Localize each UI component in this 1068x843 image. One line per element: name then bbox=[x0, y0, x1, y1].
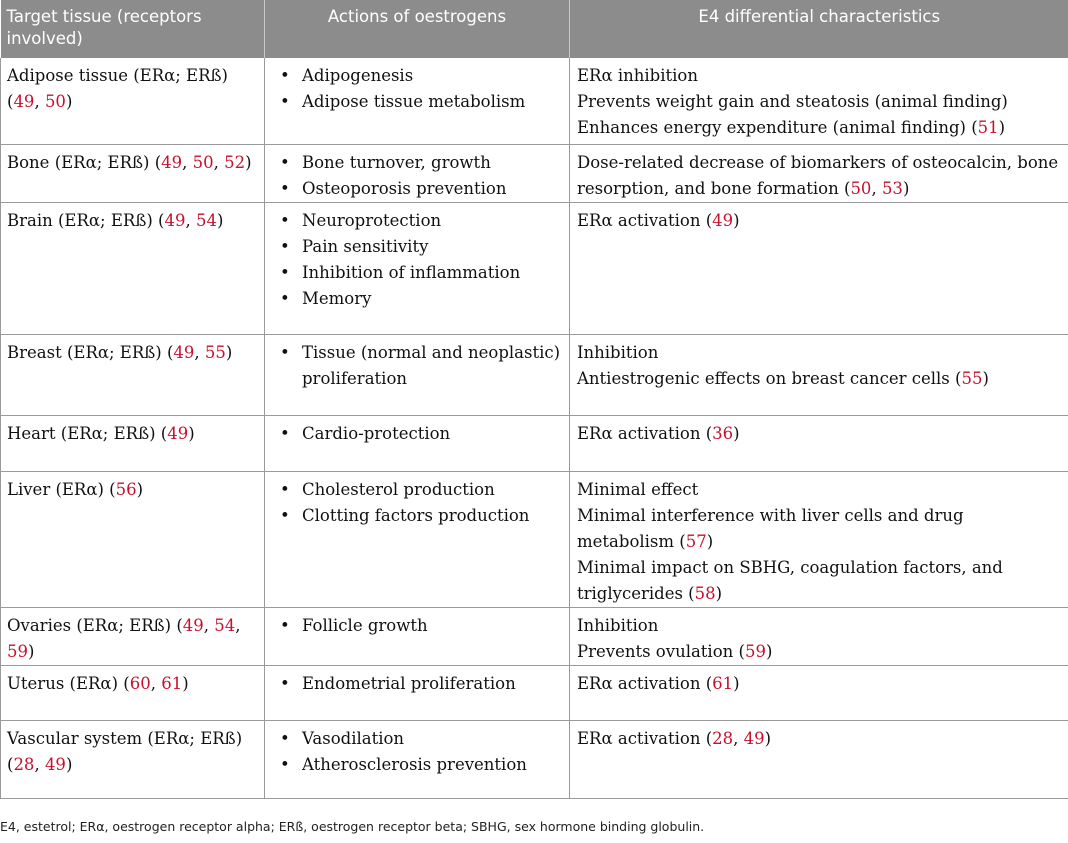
e4-line bbox=[577, 671, 1061, 697]
header-e4-characteristics: E4 differential characteristics bbox=[570, 0, 1068, 58]
tissue-text: , bbox=[182, 152, 193, 172]
list-item: • Cholesterol production bbox=[302, 477, 562, 503]
reference-link[interactable]: 49 bbox=[161, 152, 183, 172]
actions-cell bbox=[265, 415, 570, 471]
table-row bbox=[1, 202, 1068, 334]
reference-link[interactable]: 50 bbox=[850, 178, 872, 198]
reference-link[interactable]: 50 bbox=[44, 92, 66, 111]
reference-link[interactable]: 49 bbox=[44, 754, 66, 774]
e4-text: ERα activation ( bbox=[577, 673, 713, 693]
e4-line bbox=[577, 115, 1061, 141]
tissue-text: ) bbox=[188, 423, 195, 443]
tissue-text: Vascular system (ERα; ERß) ( bbox=[7, 728, 243, 774]
list-item: • Follicle growth bbox=[302, 613, 562, 639]
e4-line bbox=[577, 639, 1061, 665]
tissue-cell bbox=[1, 415, 265, 471]
e4-text: Inhibition bbox=[577, 342, 659, 362]
e4-cell bbox=[570, 607, 1068, 665]
actions-list bbox=[272, 421, 562, 447]
reference-link[interactable]: 49 bbox=[173, 342, 195, 362]
table-row bbox=[1, 665, 1068, 720]
actions-cell bbox=[265, 607, 570, 665]
reference-link[interactable]: 49 bbox=[164, 210, 186, 230]
reference-link[interactable]: 28 bbox=[13, 754, 35, 774]
tissue-text: ) bbox=[225, 342, 233, 362]
e4-cell bbox=[570, 665, 1068, 720]
e4-cell bbox=[570, 720, 1068, 798]
reference-link[interactable]: 60 bbox=[129, 673, 151, 693]
tissue-cell bbox=[1, 202, 265, 334]
e4-text: Minimal effect bbox=[577, 479, 699, 499]
e4-line bbox=[577, 89, 1061, 115]
reference-link[interactable]: 28 bbox=[712, 728, 734, 748]
e4-text: ) bbox=[764, 728, 772, 748]
tissue-text: Liver (ERα) ( bbox=[7, 479, 116, 499]
tissue-cell bbox=[1, 471, 265, 607]
tissue-text: ) bbox=[28, 641, 35, 661]
reference-link[interactable]: 49 bbox=[167, 423, 189, 443]
e4-line bbox=[577, 366, 1061, 392]
list-item: • Clotting factors production bbox=[302, 503, 562, 529]
e4-line bbox=[577, 503, 1061, 555]
tissue-text: , bbox=[34, 754, 45, 774]
table-body bbox=[1, 58, 1068, 798]
reference-link[interactable]: 52 bbox=[224, 152, 246, 172]
e4-line bbox=[577, 208, 1061, 234]
tissue-cell bbox=[1, 720, 265, 798]
actions-cell bbox=[265, 720, 570, 798]
reference-link[interactable]: 50 bbox=[192, 152, 214, 172]
reference-link[interactable]: 55 bbox=[961, 368, 983, 388]
e4-line bbox=[577, 726, 1061, 752]
tissue-text: ) bbox=[65, 754, 73, 774]
tissue-text: Brain (ERα; ERß) ( bbox=[7, 210, 165, 230]
e4-text: ) bbox=[733, 423, 740, 443]
list-item: • Endometrial proliferation bbox=[302, 671, 562, 697]
actions-cell bbox=[265, 202, 570, 334]
e4-cell bbox=[570, 144, 1068, 202]
e4-line bbox=[577, 150, 1061, 202]
e4-text: ) bbox=[715, 583, 723, 603]
actions-list bbox=[272, 63, 562, 115]
reference-link[interactable]: 49 bbox=[13, 92, 35, 111]
reference-link[interactable]: 59 bbox=[7, 641, 28, 661]
tissue-text: Uterus (ERα) ( bbox=[7, 673, 130, 693]
reference-link[interactable]: 54 bbox=[195, 210, 217, 230]
table-row bbox=[1, 144, 1068, 202]
list-item: • Memory bbox=[302, 286, 562, 312]
tissue-text: ) bbox=[216, 210, 224, 230]
reference-link[interactable]: 53 bbox=[881, 178, 903, 198]
tissue-text: , bbox=[203, 615, 215, 635]
tissue-cell bbox=[1, 144, 265, 202]
table-row bbox=[1, 334, 1068, 415]
reference-link[interactable]: 54 bbox=[214, 615, 236, 635]
actions-cell bbox=[265, 58, 570, 144]
actions-cell bbox=[265, 665, 570, 720]
list-item: • Tissue (normal and neoplastic) proliferation bbox=[302, 340, 562, 392]
actions-list bbox=[272, 726, 562, 778]
actions-list bbox=[272, 671, 562, 697]
list-item: • Atherosclerosis prevention bbox=[302, 752, 562, 778]
reference-link[interactable]: 49 bbox=[743, 728, 765, 748]
reference-link[interactable]: 58 bbox=[694, 583, 716, 603]
actions-list bbox=[272, 613, 562, 639]
tissue-text: ) bbox=[65, 92, 73, 111]
e4-text: , bbox=[733, 728, 744, 748]
reference-link[interactable]: 59 bbox=[744, 641, 766, 661]
e4-line bbox=[577, 555, 1061, 607]
e4-text: Enhances energy expenditure (animal finding) ( bbox=[577, 118, 978, 137]
e4-text: ) bbox=[733, 210, 740, 230]
header-row bbox=[1, 0, 1068, 58]
e4-text: Inhibition bbox=[577, 615, 659, 635]
reference-link[interactable]: 57 bbox=[685, 531, 707, 551]
actions-cell bbox=[265, 144, 570, 202]
reference-link[interactable]: 61 bbox=[161, 673, 183, 693]
header-actions: Actions of oestrogens bbox=[265, 0, 570, 58]
e4-cell bbox=[570, 334, 1068, 415]
e4-text: ) bbox=[982, 368, 989, 388]
tissue-text: , bbox=[194, 342, 205, 362]
tissue-text: , bbox=[235, 615, 241, 635]
list-item: • Adipogenesis bbox=[302, 63, 562, 89]
tissue-text: , bbox=[34, 92, 45, 111]
e4-line bbox=[577, 63, 1061, 89]
reference-link[interactable]: 61 bbox=[712, 673, 734, 693]
tissue-text: ) bbox=[245, 152, 252, 172]
tissue-cell bbox=[1, 665, 265, 720]
reference-link[interactable]: 49 bbox=[182, 615, 204, 635]
e4-text: Minimal impact on SBHG, coagulation factors, and triglycerides ( bbox=[577, 557, 1003, 603]
header-target-tissue: Target tissue (receptors involved) bbox=[1, 0, 265, 58]
e4-line bbox=[577, 421, 1061, 447]
e4-text: ) bbox=[902, 178, 910, 198]
reference-link[interactable]: 36 bbox=[712, 423, 734, 443]
tissue-text: Bone (ERα; ERß) ( bbox=[7, 152, 162, 172]
e4-cell bbox=[570, 415, 1068, 471]
reference-link[interactable]: 51 bbox=[977, 118, 999, 137]
e4-text: , bbox=[871, 178, 882, 198]
reference-link[interactable]: 55 bbox=[204, 342, 226, 362]
e4-text: ERα inhibition bbox=[577, 66, 698, 85]
e4-text: Antiestrogenic effects on breast cancer cells ( bbox=[577, 368, 962, 388]
reference-link[interactable]: 49 bbox=[712, 210, 734, 230]
list-item: • Cardio-protection bbox=[302, 421, 562, 447]
e4-text: ) bbox=[998, 118, 1006, 137]
tissue-cell bbox=[1, 607, 265, 665]
e4-text: ) bbox=[733, 673, 740, 693]
table-row bbox=[1, 720, 1068, 798]
actions-cell bbox=[265, 334, 570, 415]
tissue-text: ) bbox=[136, 479, 144, 499]
list-item: • Inhibition of inflammation bbox=[302, 260, 562, 286]
tissue-text: , bbox=[185, 210, 196, 230]
tissue-text: ) bbox=[182, 673, 189, 693]
e4-text: ) bbox=[706, 531, 714, 551]
tissue-cell bbox=[1, 334, 265, 415]
e4-text: Minimal interference with liver cells and drug metabolism ( bbox=[577, 505, 964, 551]
table-row bbox=[1, 415, 1068, 471]
table-row bbox=[1, 471, 1068, 607]
actions-list bbox=[272, 340, 562, 392]
tissue-text: Adipose tissue (ERα; ERß) ( bbox=[7, 66, 228, 111]
e4-text: Prevents weight gain and steatosis (animal finding) bbox=[577, 92, 1008, 111]
tissue-text: Breast (ERα; ERß) ( bbox=[7, 342, 174, 362]
e4-text: ) bbox=[765, 641, 773, 661]
tissue-text: , bbox=[213, 152, 225, 172]
list-item: • Neuroprotection bbox=[302, 208, 562, 234]
list-item: • Pain sensitivity bbox=[302, 234, 562, 260]
list-item: • Osteoporosis prevention bbox=[302, 176, 562, 202]
actions-list bbox=[272, 477, 562, 529]
list-item: • Bone turnover, growth bbox=[302, 150, 562, 176]
e4-text: Prevents ovulation ( bbox=[577, 641, 745, 661]
e4-line bbox=[577, 340, 1061, 366]
e4-cell bbox=[570, 202, 1068, 334]
list-item: • Vasodilation bbox=[302, 726, 562, 752]
e4-text: ERα activation ( bbox=[577, 210, 713, 230]
actions-cell bbox=[265, 471, 570, 607]
table-row bbox=[1, 607, 1068, 665]
e4-line bbox=[577, 613, 1061, 639]
e4-text: ERα activation ( bbox=[577, 728, 713, 748]
e4-line bbox=[577, 477, 1061, 503]
tissue-cell bbox=[1, 58, 265, 144]
actions-list bbox=[272, 150, 562, 202]
e4-cell bbox=[570, 58, 1068, 144]
e4-cell bbox=[570, 471, 1068, 607]
e4-text: Dose-related decrease of biomarkers of osteocalcin, bone resorption, and bone formation ( bbox=[577, 152, 1059, 198]
table-row bbox=[1, 58, 1068, 144]
reference-link[interactable]: 56 bbox=[115, 479, 137, 499]
table-footnote: E4, estetrol; ERα, oestrogen receptor alpha; ERß, oestrogen receptor beta; SBHG, sex hormone binding globulin. bbox=[0, 819, 705, 834]
list-item: • Adipose tissue metabolism bbox=[302, 89, 562, 115]
e4-text: ERα activation ( bbox=[577, 423, 713, 443]
tissue-text: , bbox=[150, 673, 162, 693]
tissue-text: Ovaries (ERα; ERß) ( bbox=[7, 615, 183, 635]
tissue-text: Heart (ERα; ERß) ( bbox=[7, 423, 168, 443]
actions-list bbox=[272, 208, 562, 312]
